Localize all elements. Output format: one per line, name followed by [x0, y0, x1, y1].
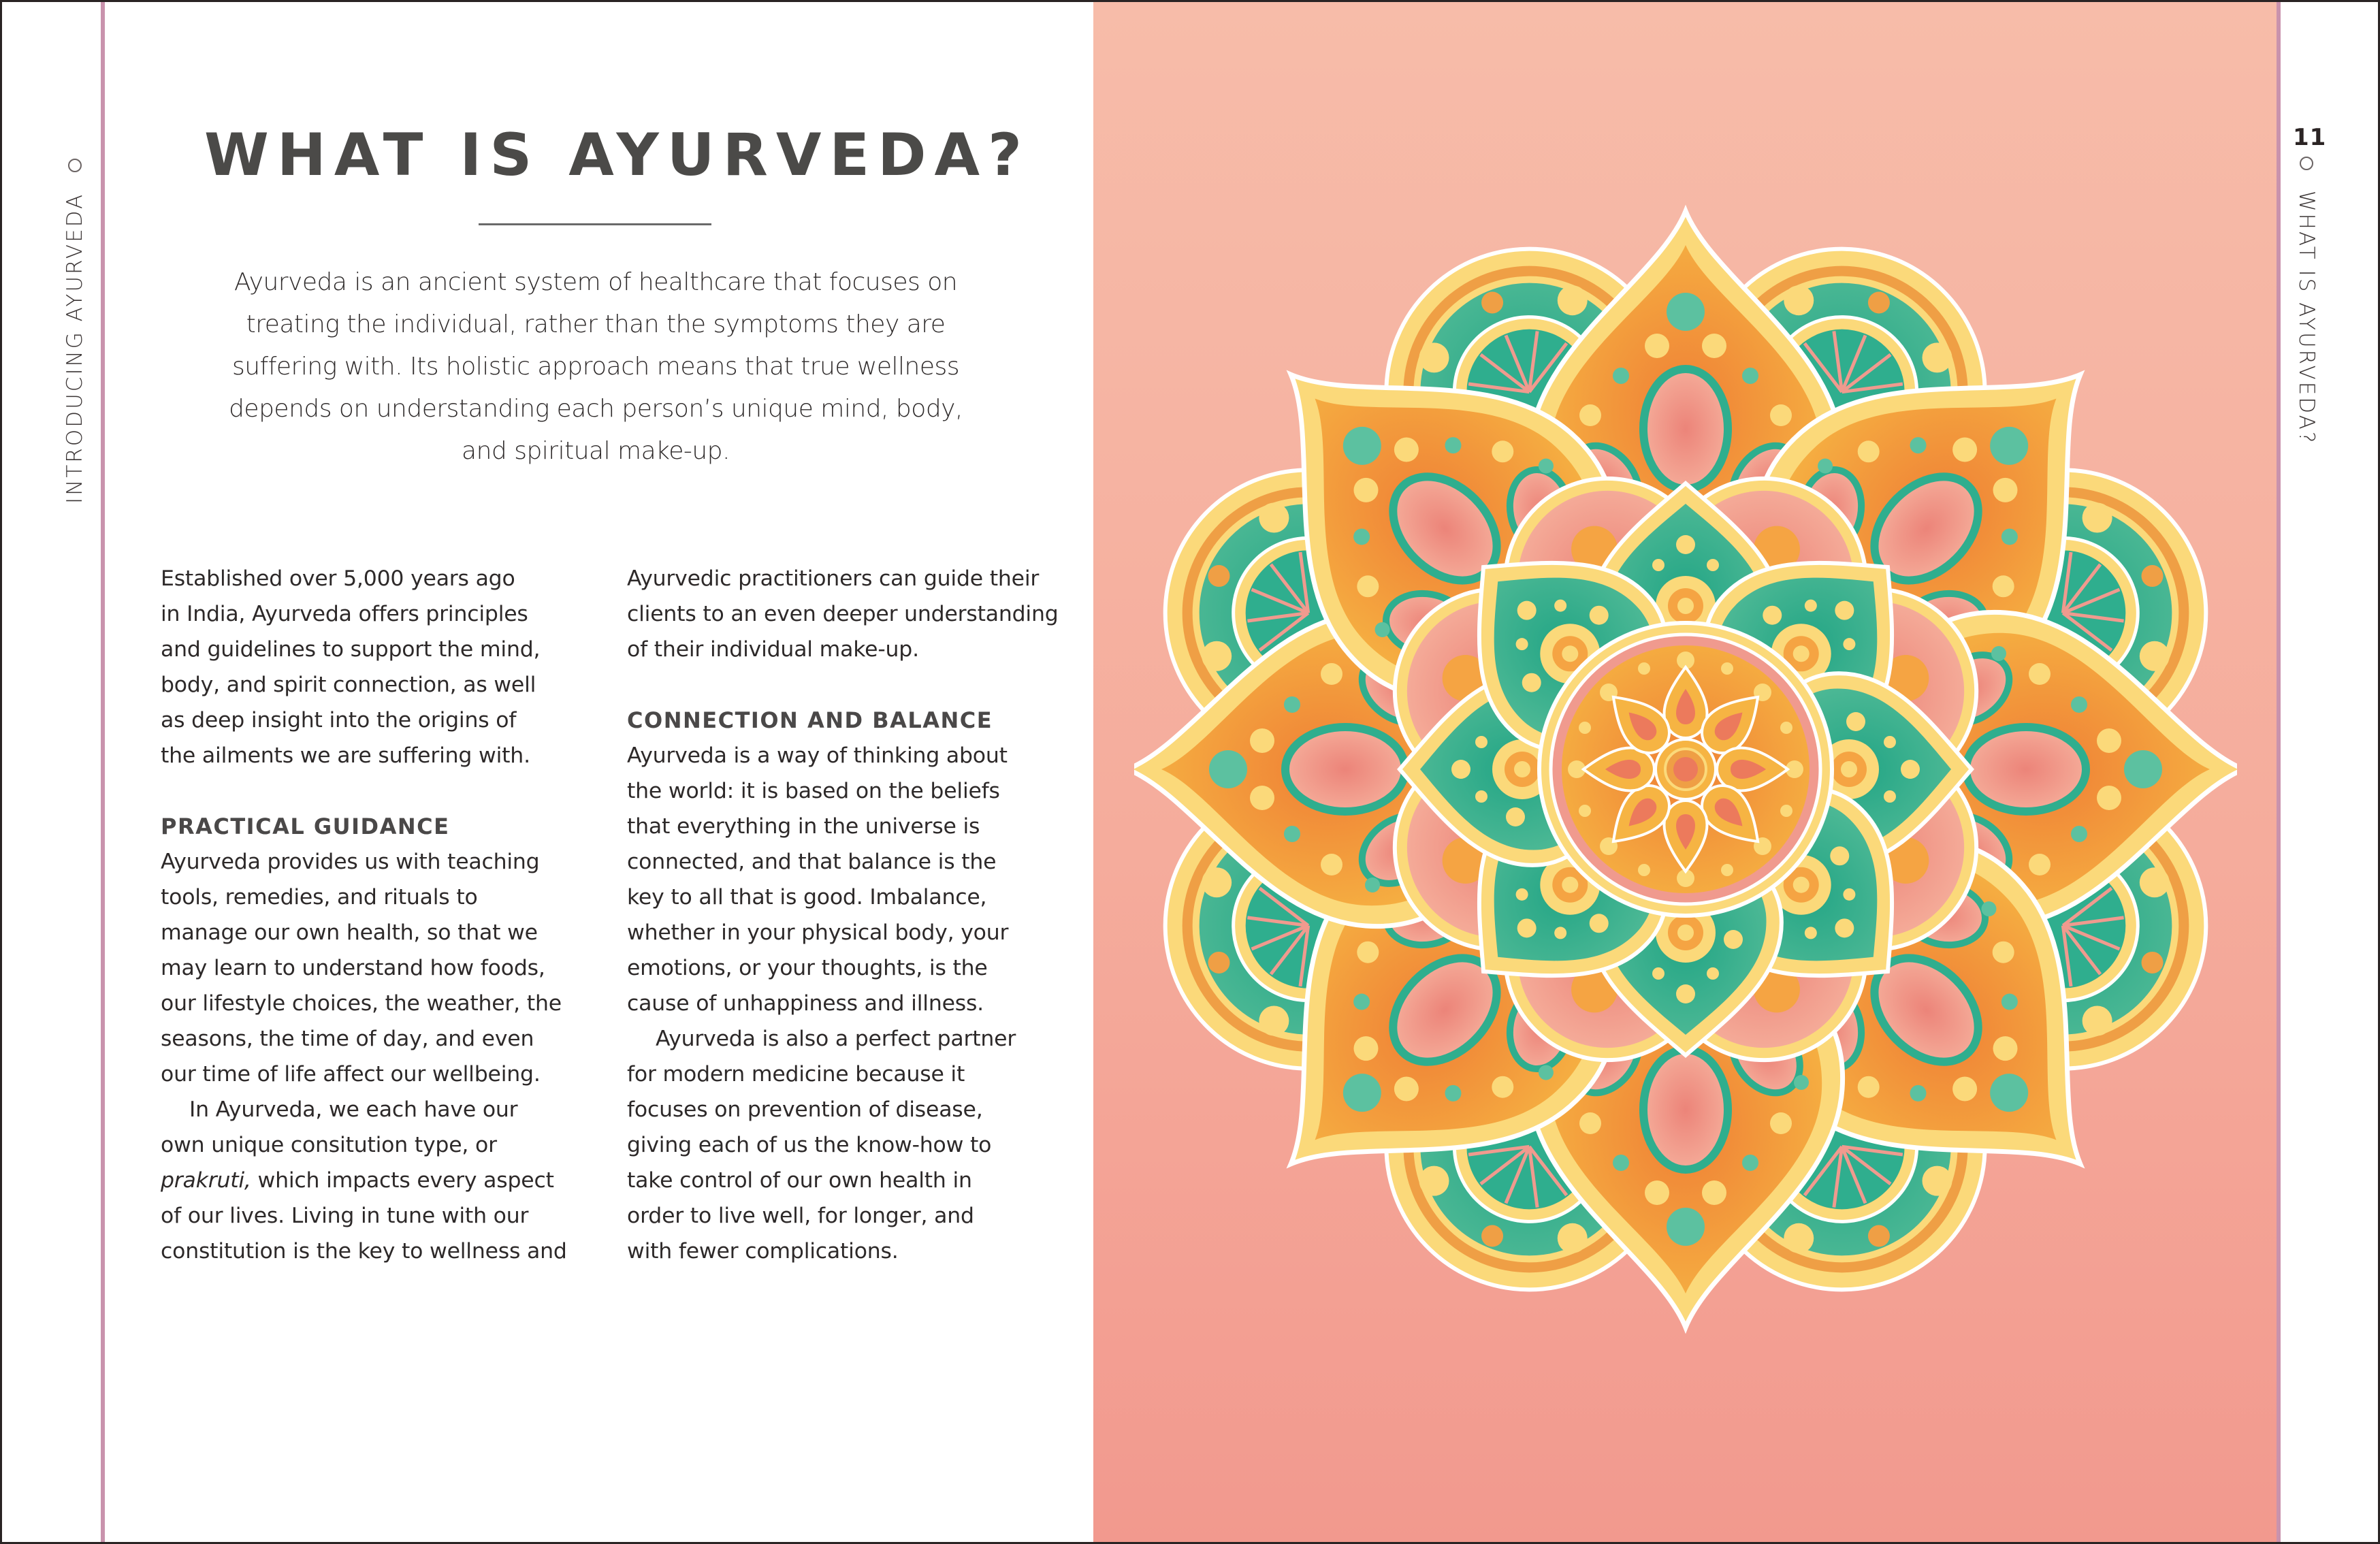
text-line: Ayurveda is also a perfect partner — [656, 1027, 1016, 1051]
intro-line: depends on understanding each person’s unique mind, body, — [229, 395, 963, 423]
running-head-left-text: INTRODUCING AYURVEDA — [63, 192, 87, 504]
paragraph — [161, 1092, 596, 1269]
text-line: that everything in the universe is — [627, 814, 980, 839]
running-head-left — [63, 159, 87, 504]
text-line: of our lives. Living in tune with our — [161, 1204, 529, 1228]
circle-bullet-icon — [2300, 157, 2313, 170]
body-column-left — [161, 561, 596, 1269]
text-line: whether in your physical body, your — [627, 920, 1009, 945]
text-line — [161, 1163, 596, 1198]
intro-line: suffering with. Its holistic approach means that true wellness — [231, 353, 960, 381]
page-title: WHAT IS AYURVEDA? — [204, 121, 1030, 189]
text-line: key to all that is good. Imbalance, — [627, 885, 987, 910]
text-line: clients to an even deeper understanding — [627, 602, 1059, 626]
text-line: tools, remedies, and rituals to — [161, 885, 478, 910]
paragraph — [161, 561, 596, 773]
text-line: Established over 5,000 years ago — [161, 566, 515, 591]
intro-line: and spiritual make-up. — [462, 437, 730, 465]
text-line: emotions, or your thoughts, is the — [627, 956, 988, 980]
text-line: In Ayurveda, we each have our — [189, 1097, 518, 1122]
text-line: in India, Ayurveda offers principles — [161, 602, 528, 626]
right-page — [1093, 0, 2380, 1544]
text-line: connected, and that balance is the — [627, 850, 997, 874]
text-line: of their individual make-up. — [627, 637, 919, 662]
intro-line: treating the individual, rather than the symptoms they are — [246, 310, 946, 338]
text-line: take control of our own health in — [627, 1168, 972, 1193]
text-line: Ayurveda is a way of thinking about — [627, 743, 1008, 768]
text-line: our time of life affect our wellbeing. — [161, 1062, 541, 1087]
illustration-panel — [1093, 0, 2277, 1544]
running-head-right — [2294, 157, 2319, 445]
intro-paragraph — [204, 261, 987, 472]
section-heading-connection-and-balance: CONNECTION AND BALANCE — [627, 707, 993, 733]
text-line: may learn to understand how foods, — [161, 956, 545, 980]
text-line: Ayurveda provides us with teaching — [161, 850, 540, 874]
text-line: focuses on prevention of disease, — [627, 1097, 983, 1122]
text-line: order to live well, for longer, and — [627, 1204, 974, 1228]
text-line: the world: it is based on the beliefs — [627, 779, 1000, 803]
title-divider — [479, 223, 711, 225]
paragraph — [627, 738, 1063, 1021]
text-line: for modern medicine because it — [627, 1062, 965, 1087]
text-line: body, and spirit connection, as well — [161, 673, 536, 697]
paragraph — [627, 1021, 1063, 1269]
text-line: the ailments we are suffering with. — [161, 743, 530, 768]
text-line: manage our own health, so that we — [161, 920, 538, 945]
section-heading-practical-guidance: PRACTICAL GUIDANCE — [161, 814, 450, 839]
intro-line: Ayurveda is an ancient system of healthcare that focuses on — [234, 268, 958, 296]
text-line: cause of unhappiness and illness. — [627, 991, 984, 1016]
body-column-right — [627, 561, 1063, 1269]
text-line: as deep insight into the origins of — [161, 708, 517, 733]
paragraph — [161, 844, 596, 1092]
text-fragment: which impacts every aspect — [251, 1168, 554, 1193]
text-line: giving each of us the know-how to — [627, 1133, 992, 1157]
margin-rule-right — [2277, 0, 2281, 1544]
text-line: our lifestyle choices, the weather, the — [161, 991, 562, 1016]
text-line: own unique consitution type, or — [161, 1133, 497, 1157]
mandala-illustration — [1134, 177, 2237, 1362]
circle-bullet-icon — [68, 159, 82, 172]
text-line: and guidelines to support the mind, — [161, 637, 541, 662]
paragraph — [627, 561, 1063, 667]
text-line: constitution is the key to wellness and — [161, 1239, 567, 1264]
text-line: seasons, the time of day, and even — [161, 1027, 534, 1051]
margin-rule-left — [101, 0, 105, 1544]
italic-term-prakruti: prakruti, — [161, 1168, 251, 1193]
page-number-right: 11 — [2293, 124, 2327, 151]
text-line: Ayurvedic practitioners can guide their — [627, 566, 1040, 591]
text-line: with fewer complications. — [627, 1239, 899, 1264]
running-head-right-text: WHAT IS AYURVEDA? — [2294, 191, 2319, 445]
left-page — [0, 0, 1093, 1544]
